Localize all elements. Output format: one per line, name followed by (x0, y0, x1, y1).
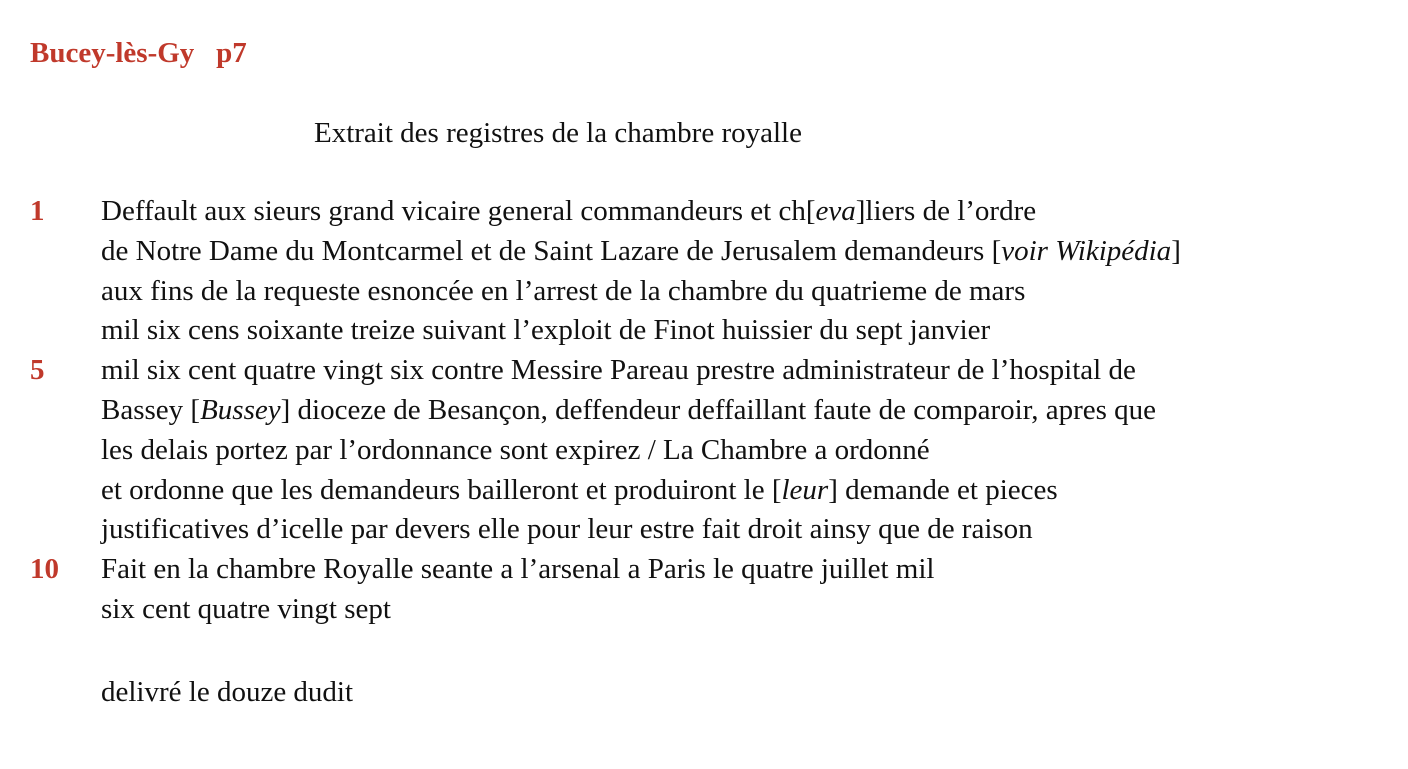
line-text (101, 311, 990, 351)
transcription-line (0, 471, 1408, 511)
footer-note: delivré le douze dudit (101, 676, 354, 708)
transcription-line (0, 232, 1408, 272)
line-segment: mil six cens soixante treize suivant l’exploit de Finot huissier du sept janvier (101, 314, 991, 347)
line-segment: justificatives d’icelle par devers elle pour leur estre fait droit ainsy que de raison (101, 513, 1033, 546)
place-name: Bucey-lès-Gy (30, 37, 195, 69)
document-subtitle: Extrait des registres de la chambre royalle (314, 117, 802, 149)
line-text (101, 431, 930, 471)
line-segment: ]liers de l’ordre (855, 195, 1037, 227)
line-segment: mil six cent quatre vingt six contre Messire Pareau prestre administrateur de l’hospital de (101, 354, 1136, 387)
transcription-line (0, 192, 1408, 232)
line-text (101, 391, 1156, 431)
line-text (101, 590, 391, 630)
transcription-line (0, 431, 1408, 471)
transcription-line (0, 590, 1408, 630)
line-segment: aux fins de la requeste esnoncée en l’arrest de la chambre du quatrieme de mars (101, 274, 1026, 307)
transcription-line (0, 272, 1408, 312)
page-number: p7 (216, 37, 247, 69)
line-segment: ] (1171, 234, 1181, 267)
line-number: 1 (30, 195, 45, 227)
line-segment: les delais portez par l’ordonnance sont expirez / La Chambre a ordonné (101, 433, 930, 466)
line-text (101, 272, 1025, 312)
document-header (30, 30, 247, 76)
transcription-line (0, 510, 1408, 550)
line-number: 5 (30, 354, 45, 387)
transcription-line (0, 550, 1408, 590)
line-segment: ] dioceze de Besançon, deffendeur deffaillant faute de comparoir, apres que (280, 393, 1157, 426)
line-text (101, 510, 1033, 550)
line-segment: et ordonne que les demandeurs bailleront et produiront le [ (101, 473, 782, 506)
line-text (101, 232, 1181, 272)
line-segment: de Notre Dame du Montcarmel et de Saint Lazare de Jerusalem demandeurs [ (101, 234, 1002, 267)
transcription-line (0, 311, 1408, 351)
line-text (101, 351, 1136, 391)
transcription-line (0, 351, 1408, 391)
line-segment: six cent quatre vingt sept (101, 592, 391, 625)
line-text (101, 192, 1036, 232)
line-segment: Deffault aux sieurs grand vicaire general commandeurs et ch[ (101, 195, 816, 227)
editorial-insertion: leur (781, 473, 829, 506)
line-segment: Fait en la chambre Royalle seante a l’arsenal a Paris le quatre juillet mil (101, 553, 935, 586)
transcription-line (0, 391, 1408, 431)
line-number: 10 (30, 553, 59, 586)
line-segment: ] demande et pieces (828, 473, 1058, 506)
transcription-body (0, 192, 1408, 630)
editorial-insertion: eva (815, 195, 856, 227)
editorial-insertion: Bussey (200, 393, 281, 426)
line-segment: Bassey [ (101, 393, 201, 426)
line-text (101, 550, 934, 590)
editorial-insertion: voir Wikipédia (1001, 234, 1172, 267)
line-text (101, 471, 1058, 511)
